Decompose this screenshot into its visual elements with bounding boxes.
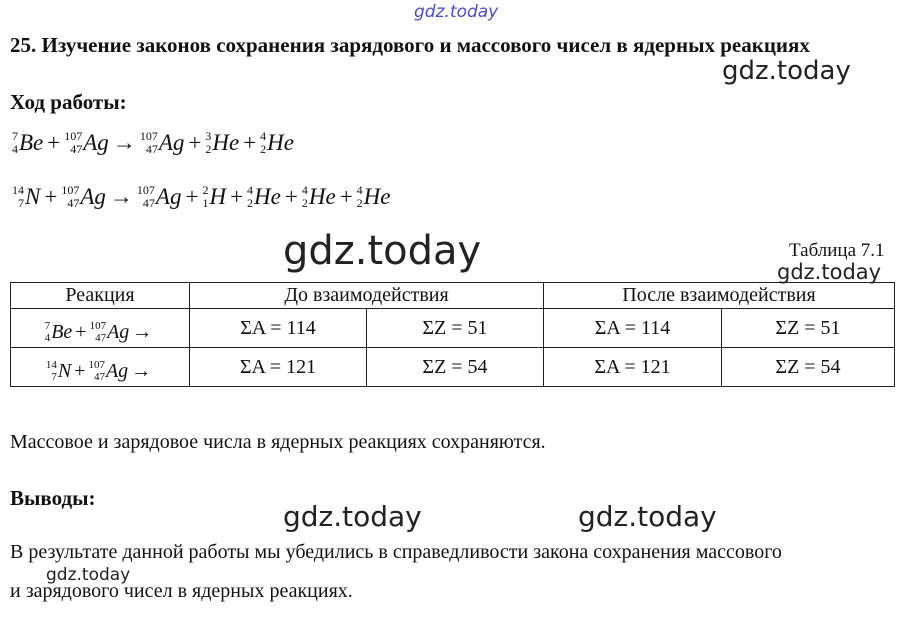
- element-symbol: Ag: [158, 130, 185, 155]
- element-symbol: He: [363, 184, 391, 209]
- after-charge-cell: ΣZ = 54: [722, 348, 895, 387]
- mass-number: 4: [260, 129, 267, 143]
- header-before: До взаимодействия: [190, 283, 544, 309]
- element-symbol: H: [209, 184, 227, 209]
- watermark: gdz.today: [283, 228, 482, 274]
- nuclide: [357, 184, 391, 210]
- nuclide: [12, 184, 40, 210]
- nuclide: [46, 359, 71, 383]
- observation-text: Массовое и зарядовое числа в ядерных реакциях сохраняются.: [10, 431, 546, 453]
- conclusion-line: и зарядового чисел в ядерных реакциях.: [10, 580, 353, 602]
- plus-sign: +: [47, 130, 61, 155]
- header-after: После взаимодействия: [544, 283, 895, 309]
- charge-number: 47: [145, 142, 158, 156]
- reaction-arrow: →: [112, 130, 136, 155]
- reaction-cell: [11, 348, 190, 387]
- mass-number: 107: [136, 183, 155, 197]
- mass-number: 107: [64, 129, 83, 143]
- before-mass-cell: ΣA = 114: [190, 309, 367, 348]
- charge-number: 47: [70, 142, 83, 156]
- nuclide: [88, 359, 128, 383]
- nuclide: [64, 130, 109, 156]
- watermark: gdz.today: [414, 2, 499, 22]
- plus-sign: +: [339, 184, 353, 209]
- nuclide: [140, 130, 185, 156]
- plus-sign: +: [243, 130, 257, 155]
- charge-number: 2: [356, 196, 363, 210]
- equation-1: [12, 130, 294, 156]
- conclusions-heading: Выводы:: [10, 486, 96, 510]
- charge-number: 2: [260, 142, 267, 156]
- charge-number: 47: [142, 196, 155, 210]
- watermark: gdz.today: [722, 56, 851, 86]
- reaction-arrow: →: [132, 320, 153, 343]
- before-charge-cell: ΣZ = 51: [367, 309, 544, 348]
- charge-number: 2: [247, 196, 254, 210]
- nuclide: [61, 184, 106, 210]
- element-symbol: He: [254, 184, 281, 209]
- charge-number: 4: [44, 332, 51, 344]
- mass-number: 3: [205, 129, 212, 143]
- before-mass-cell: ΣA = 121: [190, 348, 367, 387]
- element-symbol: Be: [51, 320, 73, 343]
- mass-number: 4: [247, 183, 254, 197]
- watermark: gdz.today: [777, 260, 882, 284]
- reaction-cell: [11, 309, 190, 348]
- table-row: [11, 309, 895, 348]
- nuclide: [205, 130, 239, 156]
- element-symbol: He: [212, 130, 240, 155]
- nuclide: [45, 320, 73, 344]
- mass-number: 4: [301, 183, 308, 197]
- before-charge-cell: ΣZ = 54: [367, 348, 544, 387]
- table-header-row: [11, 283, 895, 309]
- mass-number: 14: [12, 183, 24, 197]
- results-table: [10, 282, 895, 387]
- element-symbol: N: [57, 359, 72, 382]
- after-charge-cell: ΣZ = 51: [722, 309, 895, 348]
- charge-number: 47: [93, 371, 105, 383]
- charge-number: 2: [301, 196, 308, 210]
- nuclide: [90, 320, 130, 344]
- mass-number: 107: [139, 129, 158, 143]
- mass-number: 14: [45, 359, 57, 371]
- element-symbol: He: [308, 184, 336, 209]
- mass-number: 2: [202, 183, 209, 197]
- nuclide: [302, 184, 336, 210]
- plus-sign: +: [185, 184, 199, 209]
- after-mass-cell: ΣA = 121: [544, 348, 722, 387]
- header-reaction: Реакция: [11, 283, 190, 309]
- charge-number: 4: [12, 142, 18, 156]
- plus-sign: +: [188, 130, 202, 155]
- element-symbol: Ag: [155, 184, 182, 209]
- mass-number: 7: [44, 320, 51, 332]
- nuclide: [260, 130, 294, 156]
- nuclide: [12, 130, 43, 156]
- charge-number: 2: [205, 142, 212, 156]
- element-symbol: Ag: [83, 130, 109, 155]
- element-symbol: Be: [19, 130, 44, 155]
- after-mass-cell: ΣA = 114: [544, 309, 722, 348]
- nuclide: [202, 184, 226, 210]
- mass-number: 107: [89, 320, 107, 332]
- charge-number: 1: [202, 196, 209, 210]
- mass-number: 107: [61, 183, 80, 197]
- plus-sign: +: [230, 184, 244, 209]
- charge-number: 7: [18, 196, 24, 210]
- charge-number: 47: [95, 332, 107, 344]
- plus-sign: +: [44, 184, 58, 209]
- element-symbol: Ag: [80, 184, 106, 209]
- plus-sign: +: [74, 359, 86, 382]
- element-symbol: Ag: [105, 359, 129, 382]
- element-symbol: N: [25, 184, 41, 209]
- mass-number: 4: [356, 183, 363, 197]
- table-row: [11, 348, 895, 387]
- nuclide: [137, 184, 182, 210]
- charge-number: 7: [51, 371, 57, 383]
- watermark: gdz.today: [46, 565, 131, 585]
- watermark: gdz.today: [283, 500, 422, 533]
- plus-sign: +: [75, 320, 87, 343]
- watermark: gdz.today: [578, 500, 717, 533]
- reaction-arrow: →: [109, 184, 133, 209]
- equation-2: [12, 184, 391, 210]
- charge-number: 47: [67, 196, 80, 210]
- page-title: 25. Изучение законов сохранения зарядового и массового чисел в ядерных реакциях: [10, 33, 810, 57]
- element-symbol: Ag: [107, 320, 130, 343]
- mass-number: 7: [12, 129, 18, 143]
- element-symbol: He: [267, 130, 294, 155]
- plus-sign: +: [284, 184, 298, 209]
- conclusion-line: В результате данной работы мы убедились в справедливости закона сохранения массового: [10, 541, 782, 563]
- mass-number: 107: [88, 359, 105, 371]
- reaction-arrow: →: [131, 359, 152, 382]
- nuclide: [247, 184, 281, 210]
- table-caption: Таблица 7.1: [789, 240, 885, 261]
- work-heading: Ход работы:: [10, 90, 127, 114]
